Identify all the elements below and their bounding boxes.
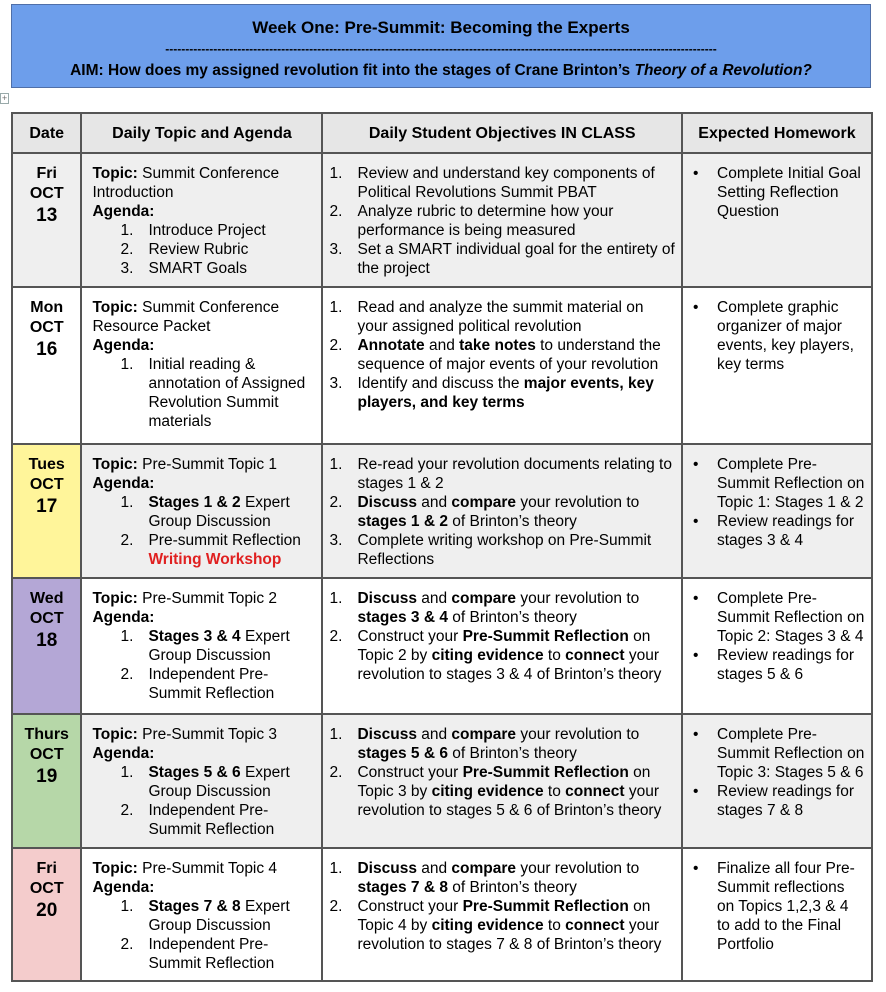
homework-list [689, 298, 865, 374]
topic-line [92, 725, 315, 744]
agenda-text: Pre-summit Reflection [148, 532, 301, 549]
objective-item [329, 627, 675, 684]
agenda-item [92, 665, 315, 703]
agenda-text: Independent Pre-Summit Reflection [148, 666, 275, 702]
homework-item [689, 298, 865, 374]
objective-number: 1. [329, 726, 343, 743]
objectives-list [329, 589, 675, 684]
homework-cell [682, 444, 872, 578]
objective-text: of Brinton’s theory [447, 879, 577, 896]
objective-text: your revolution to [516, 590, 640, 607]
objectives-list [329, 859, 675, 954]
objective-item [329, 897, 675, 954]
objective-bold-text: citing evidence [431, 917, 544, 934]
objective-text: of Brinton’s theory [447, 609, 577, 626]
objective-text: your revolution to stages 5 & 6 of Brinton’s theory [357, 783, 662, 819]
objective-text: Identify and discuss the [357, 375, 524, 392]
agenda-label: Agenda: [92, 609, 155, 626]
objective-bold-text: Discuss [357, 494, 417, 511]
week-title: Week One: Pre-Summit: Becoming the Experts [252, 18, 630, 37]
homework-text: Complete Pre-Summit Reflection on Topic 1: Stages 1 & 2 [717, 456, 865, 511]
objective-text: Construct your [357, 628, 463, 645]
objective-text: your revolution to stages 7 & 8 of Brinton’s theory [357, 917, 662, 953]
objective-number: 2. [329, 628, 343, 645]
homework-item [689, 782, 865, 820]
topic-agenda-cell [81, 287, 322, 444]
agenda-bold-text: Stages 7 & 8 [148, 898, 241, 915]
objective-number: 1. [329, 860, 343, 877]
objective-text: your revolution to stages 3 & 4 of Brinton’s theory [357, 647, 662, 683]
objectives-cell [322, 578, 682, 714]
homework-cell [682, 578, 872, 714]
schedule-row [12, 287, 872, 444]
agenda-item [92, 221, 315, 240]
objective-bold-text: connect [565, 783, 625, 800]
objective-item [329, 336, 675, 374]
homework-item [689, 859, 865, 954]
homework-item [689, 646, 865, 684]
topic-text: Summit Conference Introduction [92, 165, 280, 201]
topic-label: Topic: [92, 456, 138, 473]
objective-item [329, 725, 675, 763]
agenda-number: 2. [120, 802, 134, 819]
objective-text: on Topic 2 by [357, 628, 651, 664]
objective-bold-text: Discuss [357, 590, 417, 607]
objective-text: your revolution to [516, 726, 640, 743]
agenda-label: Agenda: [92, 745, 155, 762]
month-name: OCT [29, 880, 64, 897]
agenda-label: Agenda: [92, 337, 155, 354]
objective-bold-text: Discuss [357, 726, 417, 743]
topic-agenda-cell [81, 444, 322, 578]
topic-label: Topic: [92, 299, 138, 316]
homework-text: Review readings for stages 5 & 6 [717, 647, 854, 683]
objective-bold-text: stages 5 & 6 [357, 745, 448, 762]
agenda-bold-text: Stages 5 & 6 [148, 764, 241, 781]
objective-bold-text: compare [451, 860, 517, 877]
objective-text: to [543, 917, 566, 934]
agenda-number: 2. [120, 532, 134, 549]
agenda-text: Expert Group Discussion [148, 628, 290, 664]
day-number: 19 [36, 766, 58, 787]
homework-cell [682, 153, 872, 287]
agenda-list [92, 763, 315, 839]
schedule-row [12, 714, 872, 848]
bullet-icon: • [693, 783, 699, 800]
objective-text: your revolution to [516, 860, 640, 877]
writing-workshop-highlight: Writing Workshop [148, 551, 282, 568]
month-name: OCT [29, 185, 64, 202]
homework-cell [682, 848, 872, 981]
objective-text: on Topic 3 by [357, 764, 651, 800]
objectives-cell [322, 287, 682, 444]
objective-bold-text: Discuss [357, 860, 417, 877]
objective-bold-text: stages 3 & 4 [357, 609, 448, 626]
bullet-icon: • [693, 456, 699, 473]
topic-agenda-cell [81, 714, 322, 848]
homework-cell [682, 287, 872, 444]
aim-theory-title: Theory of a Revolution? [634, 62, 812, 79]
homework-text: Complete graphic organizer of major events, key players, key terms [717, 299, 854, 373]
objective-text: of Brinton’s theory [447, 745, 577, 762]
agenda-item [92, 897, 315, 935]
day-name: Thurs [24, 726, 69, 743]
aim-text: AIM: How does my assigned revolution fit into the stages of Crane Brinton’s [70, 62, 635, 79]
month-name: OCT [29, 610, 64, 627]
column-header-date: Date [12, 113, 81, 153]
agenda-number: 1. [120, 628, 134, 645]
agenda-list [92, 627, 315, 703]
agenda-item [92, 240, 315, 259]
objective-text: on Topic 4 by [357, 898, 651, 934]
objective-bold-text: take notes [459, 337, 536, 354]
objective-bold-text: stages 1 & 2 [357, 513, 448, 530]
date-cell [12, 287, 81, 444]
topic-line [92, 859, 315, 878]
objective-item [329, 240, 675, 278]
month-name: OCT [29, 746, 64, 763]
objectives-cell [322, 848, 682, 981]
homework-item [689, 589, 865, 646]
schedule-row [12, 848, 872, 981]
day-name: Fri [36, 165, 57, 182]
agenda-item [92, 259, 315, 278]
homework-text: Review readings for stages 3 & 4 [717, 513, 854, 549]
objective-item [329, 374, 675, 412]
objective-text: and [424, 337, 460, 354]
topic-agenda-cell [81, 848, 322, 981]
objective-text: Complete writing workshop on Pre-Summit Reflections [357, 532, 652, 568]
objective-number: 3. [329, 241, 343, 258]
objective-bold-text: Pre-Summit Reflection [462, 628, 629, 645]
agenda-number: 1. [120, 898, 134, 915]
homework-list [689, 725, 865, 820]
homework-list [689, 859, 865, 954]
agenda-number: 1. [120, 764, 134, 781]
bullet-icon: • [693, 860, 699, 877]
objective-text: Review and understand key components of Political Revolutions Summit PBAT [357, 165, 655, 201]
column-header-objectives: Daily Student Objectives IN CLASS [322, 113, 682, 153]
agenda-list [92, 897, 315, 973]
table-move-handle-icon[interactable]: + [1, 94, 8, 102]
objective-text: and [416, 494, 452, 511]
day-number: 13 [36, 205, 58, 226]
aim-statement [12, 61, 870, 81]
agenda-number: 1. [120, 222, 134, 239]
topic-label: Topic: [92, 590, 138, 607]
day-number: 20 [36, 900, 58, 921]
agenda-label: Agenda: [92, 879, 155, 896]
agenda-text: Independent Pre-Summit Reflection [148, 936, 275, 972]
agenda-text: Expert Group Discussion [148, 764, 290, 800]
bullet-icon: • [693, 647, 699, 664]
agenda-text: Expert Group Discussion [148, 898, 290, 934]
agenda-item [92, 763, 315, 801]
date-cell [12, 848, 81, 981]
month-name: OCT [29, 319, 64, 336]
objective-number: 2. [329, 203, 343, 220]
topic-label: Topic: [92, 165, 138, 182]
topic-label: Topic: [92, 860, 138, 877]
objective-item [329, 493, 675, 531]
agenda-number: 1. [120, 494, 134, 511]
homework-text: Finalize all four Pre-Summit reflections on Topics 1,2,3 & 4 to add to the Final Portfolio [717, 860, 855, 953]
date-cell [12, 714, 81, 848]
topic-text: Pre-Summit Topic 2 [137, 590, 278, 607]
date-cell [12, 578, 81, 714]
objectives-cell [322, 153, 682, 287]
day-number: 18 [36, 630, 58, 651]
objective-number: 1. [329, 299, 343, 316]
objective-text: Analyze rubric to determine how your performance is being measured [357, 203, 614, 239]
objective-item [329, 164, 675, 202]
objective-number: 2. [329, 898, 343, 915]
objective-number: 2. [329, 764, 343, 781]
objective-text: to understand the sequence of major events of your revolution [357, 337, 661, 373]
agenda-item [92, 801, 315, 839]
objective-item [329, 763, 675, 820]
objective-text: Construct your [357, 898, 463, 915]
date-cell [12, 444, 81, 578]
topic-label: Topic: [92, 726, 138, 743]
agenda-item [92, 531, 315, 569]
topic-line [92, 589, 315, 608]
objective-text: to [543, 647, 566, 664]
agenda-item [92, 493, 315, 531]
week-header [11, 4, 871, 88]
bullet-icon: • [693, 165, 699, 182]
agenda-item [92, 935, 315, 973]
objective-bold-text: compare [451, 494, 517, 511]
homework-list [689, 455, 865, 550]
homework-text: Complete Pre-Summit Reflection on Topic 2: Stages 3 & 4 [717, 590, 865, 645]
agenda-bold-text: Stages 1 & 2 [148, 494, 241, 511]
objectives-list [329, 455, 675, 569]
topic-text: Pre-Summit Topic 4 [137, 860, 278, 877]
objective-number: 1. [329, 590, 343, 607]
agenda-number: 2. [120, 241, 134, 258]
agenda-text: SMART Goals [148, 260, 247, 277]
homework-text: Review readings for stages 7 & 8 [717, 783, 854, 819]
day-name: Tues [28, 456, 65, 473]
agenda-text: Expert Group Discussion [148, 494, 290, 530]
day-name: Wed [29, 590, 64, 607]
column-header-homework: Expected Homework [682, 113, 872, 153]
topic-agenda-cell [81, 578, 322, 714]
objective-text: Re-read your revolution documents relating to stages 1 & 2 [357, 456, 672, 492]
homework-item [689, 512, 865, 550]
agenda-text: Initial reading & annotation of Assigned Revolution Summit materials [148, 356, 306, 430]
table-header-row [12, 113, 872, 153]
agenda-list [92, 355, 315, 431]
topic-line [92, 298, 315, 336]
objective-bold-text: stages 7 & 8 [357, 879, 448, 896]
objective-text: your revolution to [516, 494, 640, 511]
agenda-item [92, 355, 315, 431]
homework-text: Complete Pre-Summit Reflection on Topic 3: Stages 5 & 6 [717, 726, 865, 781]
bullet-icon: • [693, 299, 699, 316]
schedule-row [12, 444, 872, 578]
topic-text: Pre-Summit Topic 3 [137, 726, 278, 743]
agenda-number: 3. [120, 260, 134, 277]
objective-number: 2. [329, 337, 343, 354]
objective-item [329, 859, 675, 897]
date-cell [12, 153, 81, 287]
objective-text: and [416, 590, 452, 607]
schedule-row [12, 578, 872, 714]
day-name: Mon [30, 299, 64, 316]
objective-bold-text: Pre-Summit Reflection [462, 898, 629, 915]
objectives-list [329, 725, 675, 820]
objective-number: 3. [329, 532, 343, 549]
agenda-label: Agenda: [92, 475, 155, 492]
objective-number: 1. [329, 165, 343, 182]
objective-bold-text: major events, key players, and key terms [357, 375, 654, 411]
objective-bold-text: Annotate [357, 337, 425, 354]
agenda-list [92, 221, 315, 278]
objective-item [329, 202, 675, 240]
objective-bold-text: citing evidence [431, 783, 544, 800]
objective-bold-text: Pre-Summit Reflection [462, 764, 629, 781]
objective-bold-text: citing evidence [431, 647, 544, 664]
agenda-number: 1. [120, 356, 134, 373]
objective-item [329, 455, 675, 493]
homework-cell [682, 714, 872, 848]
objective-number: 3. [329, 375, 343, 392]
homework-item [689, 455, 865, 512]
agenda-number: 2. [120, 936, 134, 953]
homework-text: Complete Initial Goal Setting Reflection Question [717, 165, 861, 220]
column-header-topic: Daily Topic and Agenda [81, 113, 322, 153]
objective-item [329, 589, 675, 627]
objective-text: of Brinton’s theory [447, 513, 577, 530]
homework-list [689, 589, 865, 684]
agenda-bold-text: Stages 3 & 4 [148, 628, 241, 645]
objective-item [329, 298, 675, 336]
objective-text: to [543, 783, 566, 800]
bullet-icon: • [693, 726, 699, 743]
agenda-list [92, 493, 315, 569]
schedule-table [11, 112, 873, 982]
objectives-list [329, 298, 675, 412]
objective-text: and [416, 860, 452, 877]
bullet-icon: • [693, 513, 699, 530]
homework-list [689, 164, 865, 221]
objective-bold-text: connect [565, 917, 625, 934]
objective-text: Construct your [357, 764, 463, 781]
topic-text: Pre-Summit Topic 1 [137, 456, 278, 473]
objective-text: Set a SMART individual goal for the entirety of the project [357, 241, 675, 277]
day-number: 17 [36, 496, 58, 517]
objective-number: 2. [329, 494, 343, 511]
agenda-label: Agenda: [92, 203, 155, 220]
month-name: OCT [29, 476, 64, 493]
objectives-list [329, 164, 675, 278]
objectives-cell [322, 714, 682, 848]
objective-bold-text: connect [565, 647, 625, 664]
divider-dashes: ------------------------------------------------------------------------------------------------------------------------------------------ [165, 43, 717, 55]
bullet-icon: • [693, 590, 699, 607]
objective-text: and [416, 726, 452, 743]
day-number: 16 [36, 339, 58, 360]
objectives-cell [322, 444, 682, 578]
day-name: Fri [36, 860, 57, 877]
homework-item [689, 725, 865, 782]
homework-item [689, 164, 865, 221]
topic-text: Summit Conference Resource Packet [92, 299, 280, 335]
objective-text: Read and analyze the summit material on your assigned political revolution [357, 299, 644, 335]
objective-number: 1. [329, 456, 343, 473]
schedule-row [12, 153, 872, 287]
topic-agenda-cell [81, 153, 322, 287]
objective-bold-text: compare [451, 726, 517, 743]
agenda-text: Independent Pre-Summit Reflection [148, 802, 275, 838]
objective-item [329, 531, 675, 569]
agenda-item [92, 627, 315, 665]
topic-line [92, 455, 315, 474]
topic-line [92, 164, 315, 202]
agenda-text: Review Rubric [148, 241, 249, 258]
agenda-number: 2. [120, 666, 134, 683]
objective-bold-text: compare [451, 590, 517, 607]
agenda-text: Introduce Project [148, 222, 266, 239]
